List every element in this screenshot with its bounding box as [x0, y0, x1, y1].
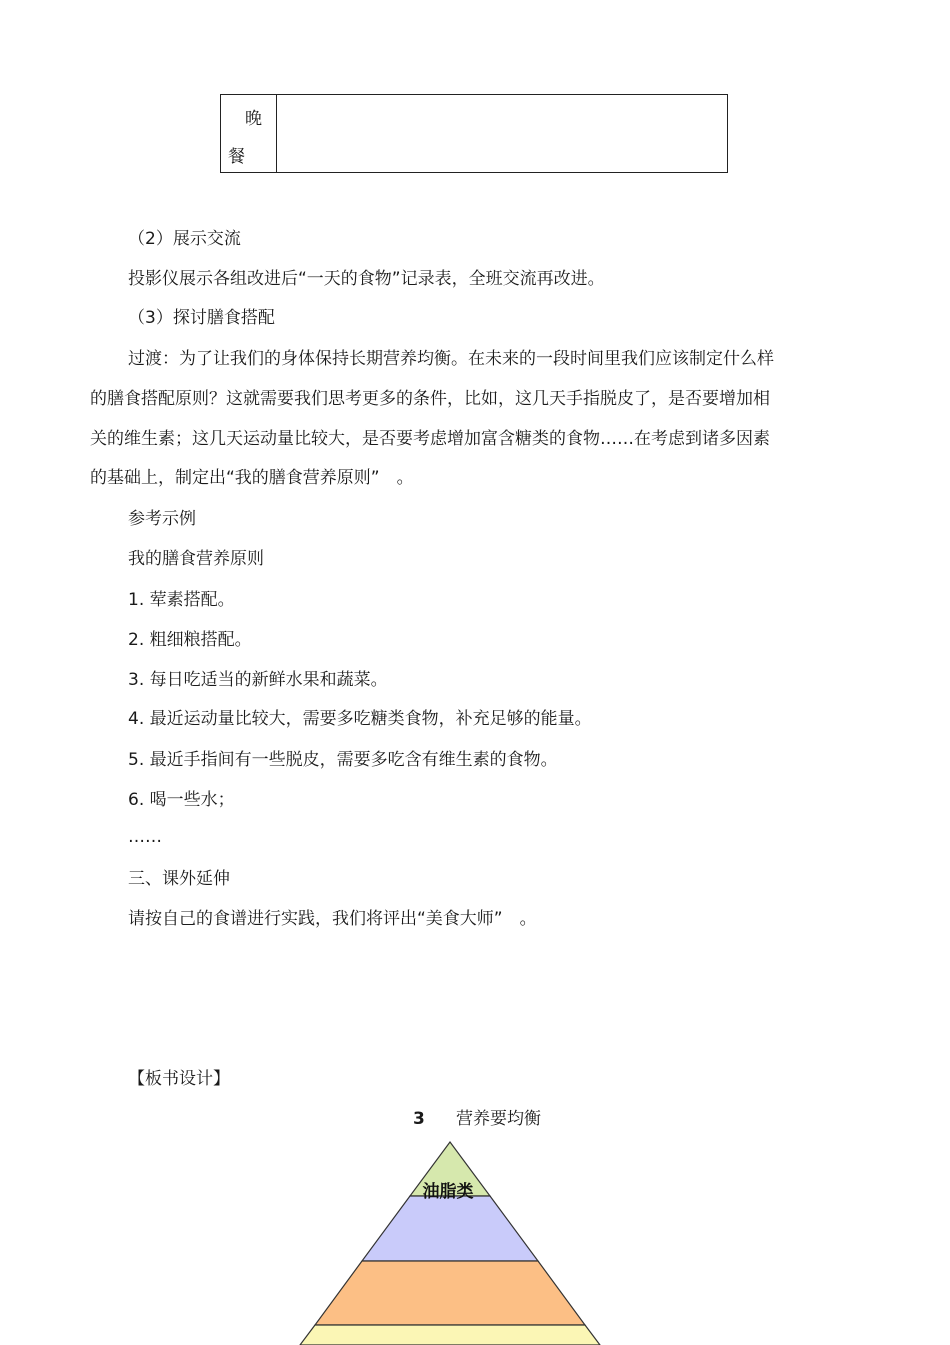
food-pyramid	[280, 1135, 620, 1345]
pyramid-layer-3	[315, 1261, 585, 1325]
list-item: 4. 最近运动量比较大，需要多吃糖类食物，补充足够的能量。	[128, 709, 592, 729]
paragraph: 投影仪展示各组改进后“一天的食物”记录表，全班交流再改进。	[128, 269, 605, 289]
board-title: 营养要均衡	[456, 1109, 541, 1129]
row-label-char-1: 晚	[245, 109, 262, 129]
paragraph: 的膳食搭配原则？这就需要我们思考更多的条件，比如，这几天手指脱皮了，是否要增加相	[90, 389, 770, 409]
list-item: 6. 喝一些水；	[128, 790, 235, 810]
list-item: 1. 荤素搭配。	[128, 590, 235, 610]
paragraph: 的基础上，制定出“我的膳食营养原则” 。	[90, 468, 414, 488]
dinner-table	[220, 94, 728, 173]
principles-title: 我的膳食营养原则	[128, 549, 264, 569]
paragraph: 过渡：为了让我们的身体保持长期营养均衡。在未来的一段时间里我们应该制定什么样	[128, 349, 774, 369]
table-divider	[276, 95, 277, 172]
row-label-char-2: 餐	[228, 147, 245, 167]
list-item: 3. 每日吃适当的新鲜水果和蔬菜。	[128, 670, 388, 690]
board-design-heading: 【板书设计】	[128, 1069, 230, 1089]
board-number: 3	[413, 1109, 425, 1129]
section-heading: （3）探讨膳食搭配	[128, 308, 275, 328]
paragraph: 关的维生素；这几天运动量比较大，是否要考虑增加富含糖类的食物……在考虑到诸多因素	[90, 429, 770, 449]
pyramid-layer-4	[300, 1325, 600, 1345]
pyramid-top-label: 油脂类	[422, 1182, 474, 1202]
section-heading: 三、课外延伸	[128, 869, 230, 889]
paragraph: 请按自己的食谱进行实践，我们将评出“美食大师” 。	[128, 909, 537, 929]
list-item: 5. 最近手指间有一些脱皮，需要多吃含有维生素的食物。	[128, 750, 558, 770]
pyramid-layer-2	[362, 1196, 538, 1261]
list-item: 2. 粗细粮搭配。	[128, 630, 252, 650]
example-label: 参考示例	[128, 509, 196, 529]
ellipsis: ……	[128, 827, 162, 847]
section-heading: （2）展示交流	[128, 229, 241, 249]
